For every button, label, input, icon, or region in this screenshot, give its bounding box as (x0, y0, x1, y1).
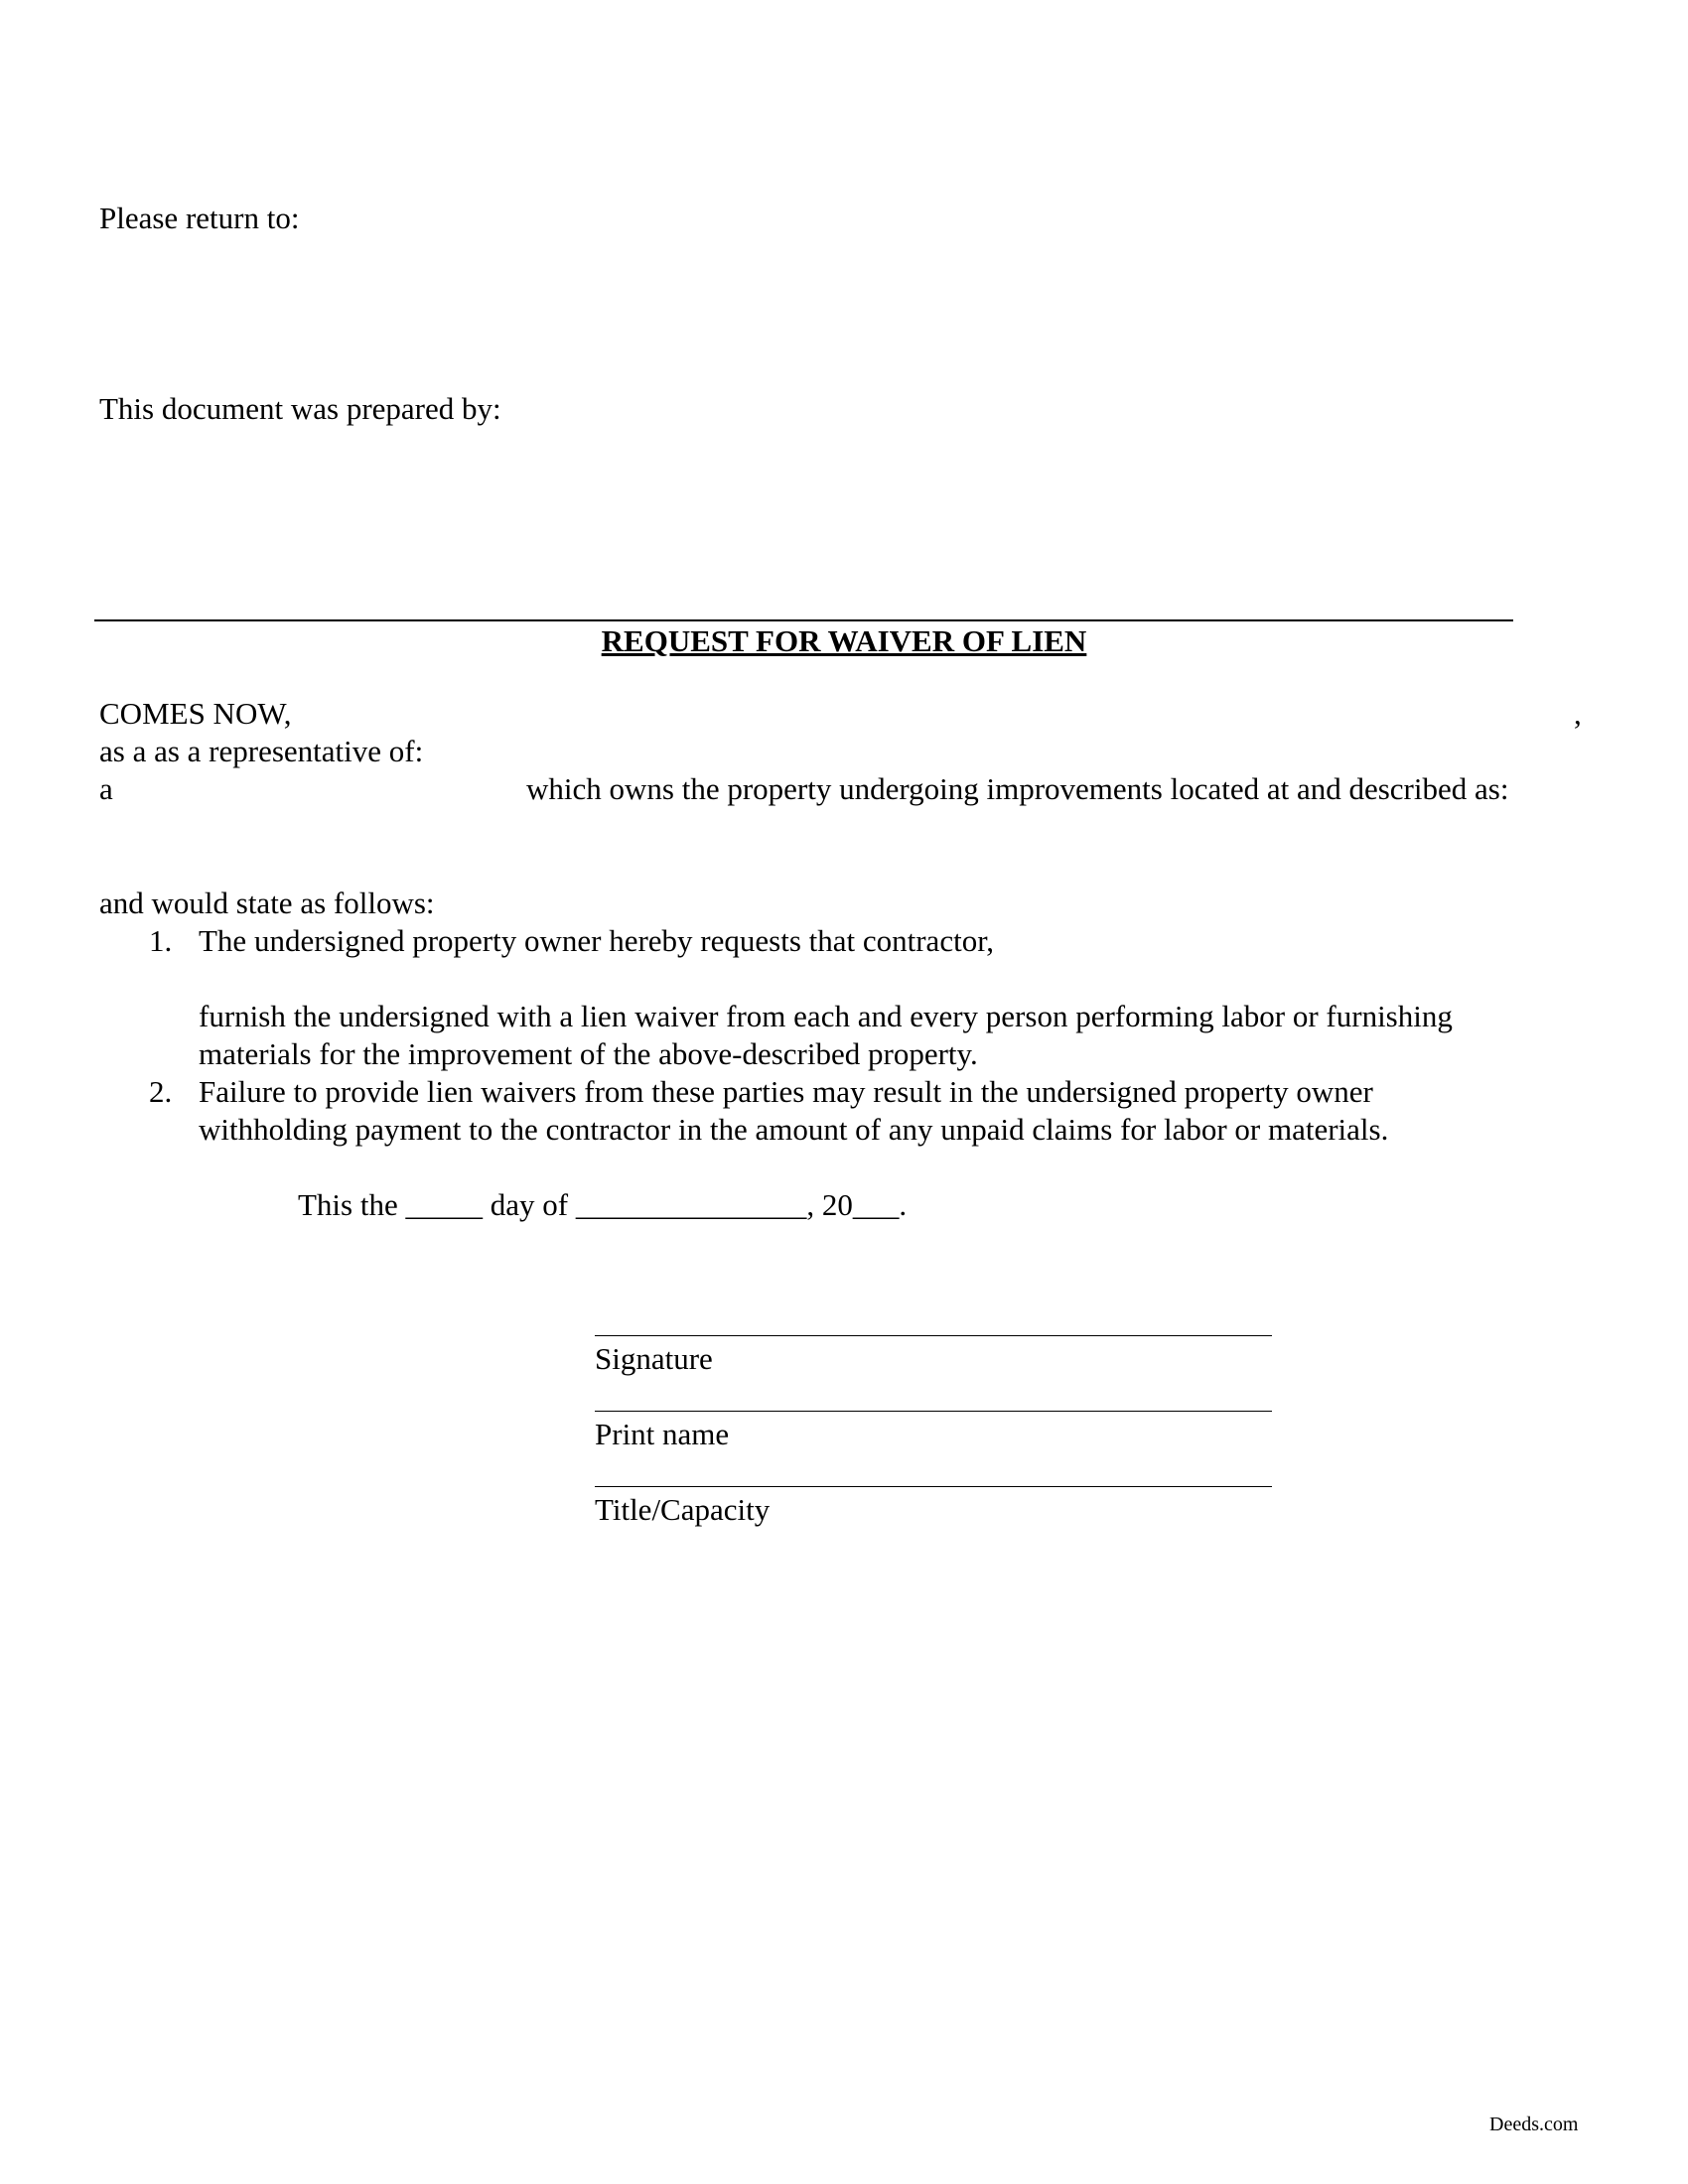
item-1-line-1: The undersigned property owner hereby requests that contractor, (199, 923, 995, 958)
signature-label: Signature (595, 1341, 713, 1376)
item-2-number: 2. (149, 1074, 173, 1109)
signature-line (595, 1335, 1272, 1336)
title-capacity-line (595, 1486, 1272, 1487)
footer-brand: Deeds.com (1489, 2114, 1579, 2135)
date-line: This the _____ day of _______________, 20___. (298, 1187, 908, 1222)
print-name-line (595, 1411, 1272, 1412)
item-1-line-3: materials for the improvement of the above-described property. (199, 1036, 978, 1071)
article-text: a (99, 771, 113, 806)
return-to-label: Please return to: (99, 201, 300, 235)
item-1-number: 1. (149, 923, 173, 958)
representative-text: as a as a representative of: (99, 734, 424, 768)
item-1-line-2: furnish the undersigned with a lien waiver from each and every person performing labor or furnishing (199, 999, 1453, 1033)
comes-now-text: COMES NOW, (99, 696, 292, 731)
header-divider (94, 619, 1513, 621)
owns-property-text: which owns the property undergoing improvements located at and described as: (526, 771, 1509, 806)
state-follows-text: and would state as follows: (99, 886, 435, 920)
item-2-line-2: withholding payment to the contractor in the amount of any unpaid claims for labor or materials. (199, 1112, 1389, 1147)
print-name-label: Print name (595, 1417, 730, 1451)
prepared-by-label: This document was prepared by: (99, 391, 501, 426)
document-title: REQUEST FOR WAIVER OF LIEN (601, 623, 1087, 658)
title-capacity-label: Title/Capacity (595, 1492, 771, 1527)
comes-now-comma: , (1574, 696, 1582, 731)
item-2-line-1: Failure to provide lien waivers from these parties may result in the undersigned property owner (199, 1074, 1373, 1109)
